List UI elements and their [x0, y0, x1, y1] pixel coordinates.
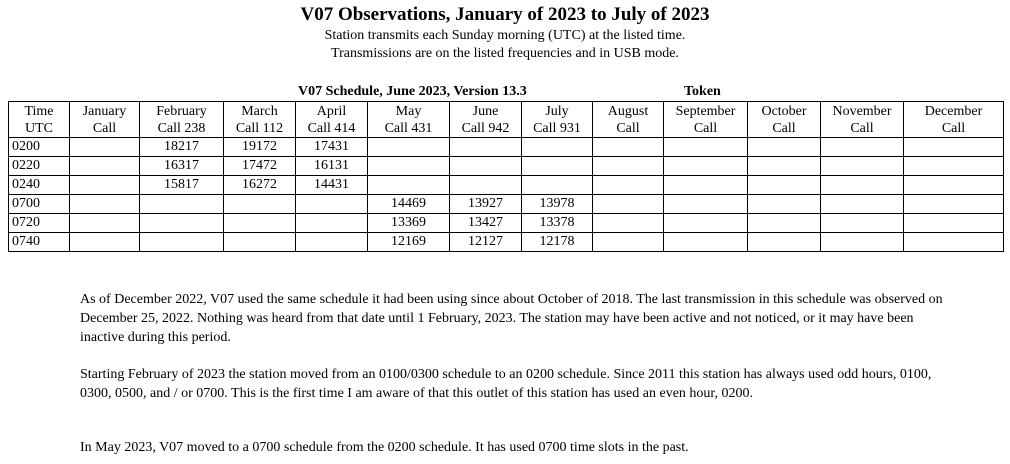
column-header — [296, 102, 368, 138]
table-cell — [368, 176, 450, 195]
token-label: Token — [684, 84, 721, 99]
table-cell — [904, 176, 1004, 195]
column-header-line1: October — [761, 103, 807, 119]
column-header-line2: Call — [616, 120, 640, 136]
table-cell — [904, 233, 1004, 252]
table-row — [9, 138, 1004, 157]
table-cell — [140, 195, 224, 214]
table-cell — [140, 233, 224, 252]
table-cell: 16131 — [296, 157, 368, 176]
table-cell — [904, 157, 1004, 176]
table-cell — [821, 214, 904, 233]
table-cell — [140, 214, 224, 233]
column-header — [748, 102, 821, 138]
column-header-line2: Call 112 — [235, 120, 284, 136]
table-cell — [224, 214, 296, 233]
table-cell: 13378 — [522, 214, 593, 233]
table-cell — [224, 233, 296, 252]
time-cell: 0240 — [9, 176, 70, 195]
table-cell — [821, 138, 904, 157]
table-cell — [450, 138, 522, 157]
table-cell — [70, 138, 140, 157]
column-header-line2: Call — [772, 120, 796, 136]
column-header-line1: November — [832, 103, 892, 119]
table-cell — [748, 233, 821, 252]
table-cell: 13978 — [522, 195, 593, 214]
column-header-line2: Call 931 — [533, 120, 581, 136]
column-header — [224, 102, 296, 138]
time-cell: 0220 — [9, 157, 70, 176]
table-cell: 13369 — [368, 214, 450, 233]
table-cell: 17431 — [296, 138, 368, 157]
table-cell: 12127 — [450, 233, 522, 252]
column-header-line1: January — [82, 103, 127, 119]
table-cell — [664, 138, 748, 157]
column-header — [140, 102, 224, 138]
column-header — [70, 102, 140, 138]
column-header — [368, 102, 450, 138]
table-cell: 13927 — [450, 195, 522, 214]
table-cell: 12178 — [522, 233, 593, 252]
table-body — [9, 138, 1004, 252]
table-cell — [368, 157, 450, 176]
schedule-table — [8, 101, 1004, 252]
time-cell: 0200 — [9, 138, 70, 157]
table-header-row — [9, 102, 1004, 138]
table-cell: 16272 — [224, 176, 296, 195]
table-cell — [522, 157, 593, 176]
column-header-line1: Time — [24, 103, 54, 119]
table-cell: 18217 — [140, 138, 224, 157]
column-header-line2: Call 238 — [157, 120, 206, 136]
table-cell — [70, 157, 140, 176]
table-cell — [821, 176, 904, 195]
column-header-line2: Call — [850, 120, 874, 136]
table-row — [9, 157, 1004, 176]
table-row — [9, 195, 1004, 214]
table-cell — [593, 195, 664, 214]
table-cell — [904, 214, 1004, 233]
column-header-line1: June — [472, 103, 499, 119]
column-header-line1: April — [316, 103, 347, 119]
column-header — [450, 102, 522, 138]
table-cell — [450, 176, 522, 195]
time-cell: 0740 — [9, 233, 70, 252]
column-header-line2: Call — [92, 120, 117, 136]
table-cell — [664, 157, 748, 176]
column-header-line2: Call — [693, 120, 718, 136]
column-header — [9, 102, 70, 138]
table-cell: 16317 — [140, 157, 224, 176]
table-cell — [70, 176, 140, 195]
table-cell — [593, 157, 664, 176]
table-cell — [224, 195, 296, 214]
table-cell: 14431 — [296, 176, 368, 195]
table-cell — [593, 214, 664, 233]
table-cell — [296, 214, 368, 233]
note-paragraph: Starting February of 2023 the station moved from an 0100/0300 schedule to an 0200 schedule. Since 2011 this station has always used odd hours, 0100, 0300, 0500, and / or 0700. This is the first time I am aware of that this outlet of this station has used an even hour, 0200. — [80, 367, 932, 401]
time-cell: 0720 — [9, 214, 70, 233]
table-cell — [748, 214, 821, 233]
table-cell — [821, 157, 904, 176]
table-cell — [296, 233, 368, 252]
table-cell: 13427 — [450, 214, 522, 233]
table-cell — [664, 233, 748, 252]
subtitle-line-1: Station transmits each Sunday morning (UTC) at the listed time. — [324, 28, 686, 43]
column-header-line1: August — [607, 103, 649, 119]
column-header-line1: March — [241, 103, 278, 119]
table-cell — [748, 157, 821, 176]
table-cell — [368, 138, 450, 157]
table-cell — [904, 138, 1004, 157]
note-paragraph: In May 2023, V07 moved to a 0700 schedule from the 0200 schedule. It has used 0700 time slots in the past. — [80, 440, 689, 455]
table-cell — [70, 195, 140, 214]
table-cell — [593, 138, 664, 157]
column-header-line2: Call 414 — [307, 120, 356, 136]
column-header — [904, 102, 1004, 138]
column-header — [593, 102, 664, 138]
table-cell — [593, 233, 664, 252]
table-cell — [904, 195, 1004, 214]
table-cell — [70, 233, 140, 252]
column-header-line1: December — [924, 103, 983, 119]
table-cell — [522, 176, 593, 195]
table-cell — [70, 214, 140, 233]
note-paragraph: As of December 2022, V07 used the same schedule it had been using since about October of 2018. The last transmission in this schedule was observed on December 25, 2022. Nothing was heard from that date until 1 February, 2023. The station may have been active and not noticed, or it may have been inactive during this period. — [80, 292, 943, 345]
column-header-line2: Call 431 — [384, 120, 433, 136]
table-cell — [664, 214, 748, 233]
table-row — [9, 214, 1004, 233]
table-cell: 19172 — [224, 138, 296, 157]
column-header-line1: February — [156, 103, 207, 119]
table-cell: 12169 — [368, 233, 450, 252]
column-header — [664, 102, 748, 138]
column-header-line1: May — [395, 103, 422, 119]
table-cell — [450, 157, 522, 176]
column-header-line1: July — [545, 103, 569, 119]
table-cell — [821, 195, 904, 214]
table-cell — [522, 138, 593, 157]
table-row — [9, 233, 1004, 252]
table-cell: 17472 — [224, 157, 296, 176]
table-cell — [664, 176, 748, 195]
table-row — [9, 176, 1004, 195]
subtitle-line-2: Transmissions are on the listed frequencies and in USB mode. — [331, 46, 679, 61]
table-cell — [748, 138, 821, 157]
table-cell — [593, 176, 664, 195]
column-header-line2: Call — [941, 120, 966, 136]
column-header-line1: September — [675, 103, 736, 119]
table-cell — [821, 233, 904, 252]
table-cell: 15817 — [140, 176, 224, 195]
table-cell — [748, 195, 821, 214]
page-title: V07 Observations, January of 2023 to July of 2023 — [300, 4, 710, 25]
column-header-line2: Call 942 — [461, 120, 510, 136]
schedule-caption: V07 Schedule, June 2023, Version 13.3 — [298, 84, 527, 99]
column-header — [821, 102, 904, 138]
table-cell — [296, 195, 368, 214]
table-cell: 14469 — [368, 195, 450, 214]
column-header — [522, 102, 593, 138]
table-cell — [748, 176, 821, 195]
column-header-line2: UTC — [25, 120, 53, 136]
time-cell: 0700 — [9, 195, 70, 214]
table-cell — [664, 195, 748, 214]
